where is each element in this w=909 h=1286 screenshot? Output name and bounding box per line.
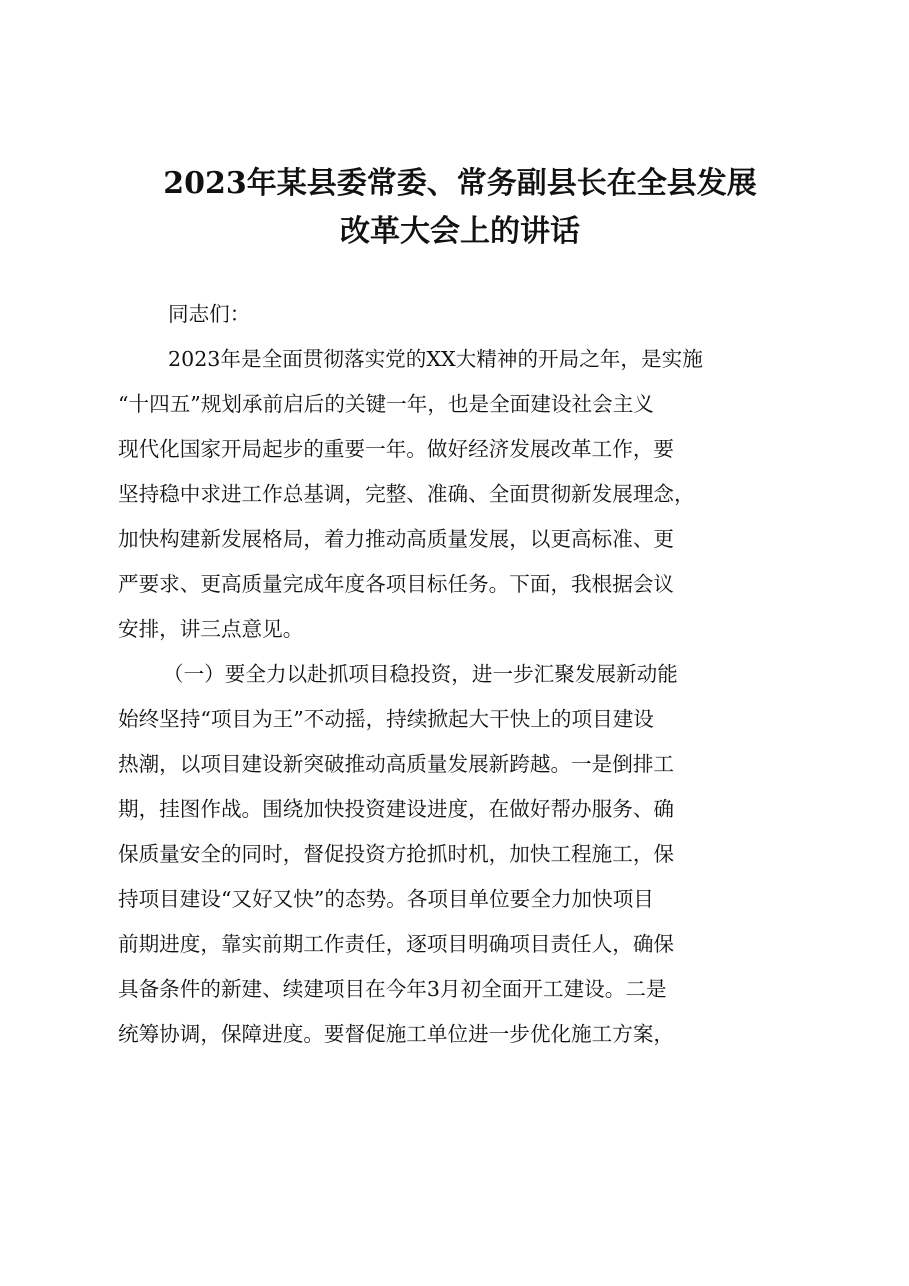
document-title	[110, 160, 810, 256]
paragraph-2	[118, 652, 808, 1057]
paragraph-line: 具备条件的新建、续建项目在今年3月初全面开工建设。二是	[118, 977, 667, 1001]
paragraph-1	[118, 337, 808, 652]
paragraph-line: 前期进度，靠实前期工作责任，逐项目明确项目责任人，确保	[118, 932, 675, 956]
paragraph-line: 严要求、更高质量完成年度各项目标任务。下面，我根据会议	[118, 572, 675, 596]
paragraph-line: 安排，讲三点意见。	[118, 617, 304, 641]
paragraph-line: 现代化国家开局起步的重要一年。做好经济发展改革工作，要	[118, 437, 675, 461]
paragraph-line: 加快构建新发展格局，着力推动高质量发展，以更高标准、更	[118, 527, 675, 551]
paragraph-line: 持项目建设“又好又快”的态势。各项目单位要全力加快项目	[118, 887, 654, 911]
paragraph-line: 2023年是全面贯彻落实党的XX大精神的开局之年，是实施	[168, 347, 703, 371]
document-body	[118, 292, 808, 1057]
title-line: 2023年某县委常委、常务副县长在全县发展	[163, 166, 757, 201]
paragraph-line: 坚持稳中求进工作总基调，完整、准确、全面贯彻新发展理念，	[118, 482, 695, 506]
section-heading-line: （一）要全力以赴抓项目稳投资，进一步汇聚发展新动能	[163, 662, 678, 686]
paragraph-line: “十四五”规划承前启后的关键一年，也是全面建设社会主义	[118, 392, 654, 416]
paragraph-line: 热潮，以项目建设新突破推动高质量发展新跨越。一是倒排工	[118, 752, 675, 776]
paragraph-line: 保质量安全的同时，督促投资方抢抓时机，加快工程施工，保	[118, 842, 675, 866]
title-line: 改革大会上的讲话	[340, 214, 580, 249]
salutation-text: 同志们：	[168, 302, 251, 326]
paragraph-line: 始终坚持“项目为王”不动摇，持续掀起大干快上的项目建设	[118, 707, 654, 731]
salutation	[118, 292, 808, 337]
paragraph-line: 期，挂图作战。围绕加快投资建设进度，在做好帮办服务、确	[118, 797, 675, 821]
paragraph-line: 统筹协调，保障进度。要督促施工单位进一步优化施工方案，	[118, 1022, 675, 1046]
